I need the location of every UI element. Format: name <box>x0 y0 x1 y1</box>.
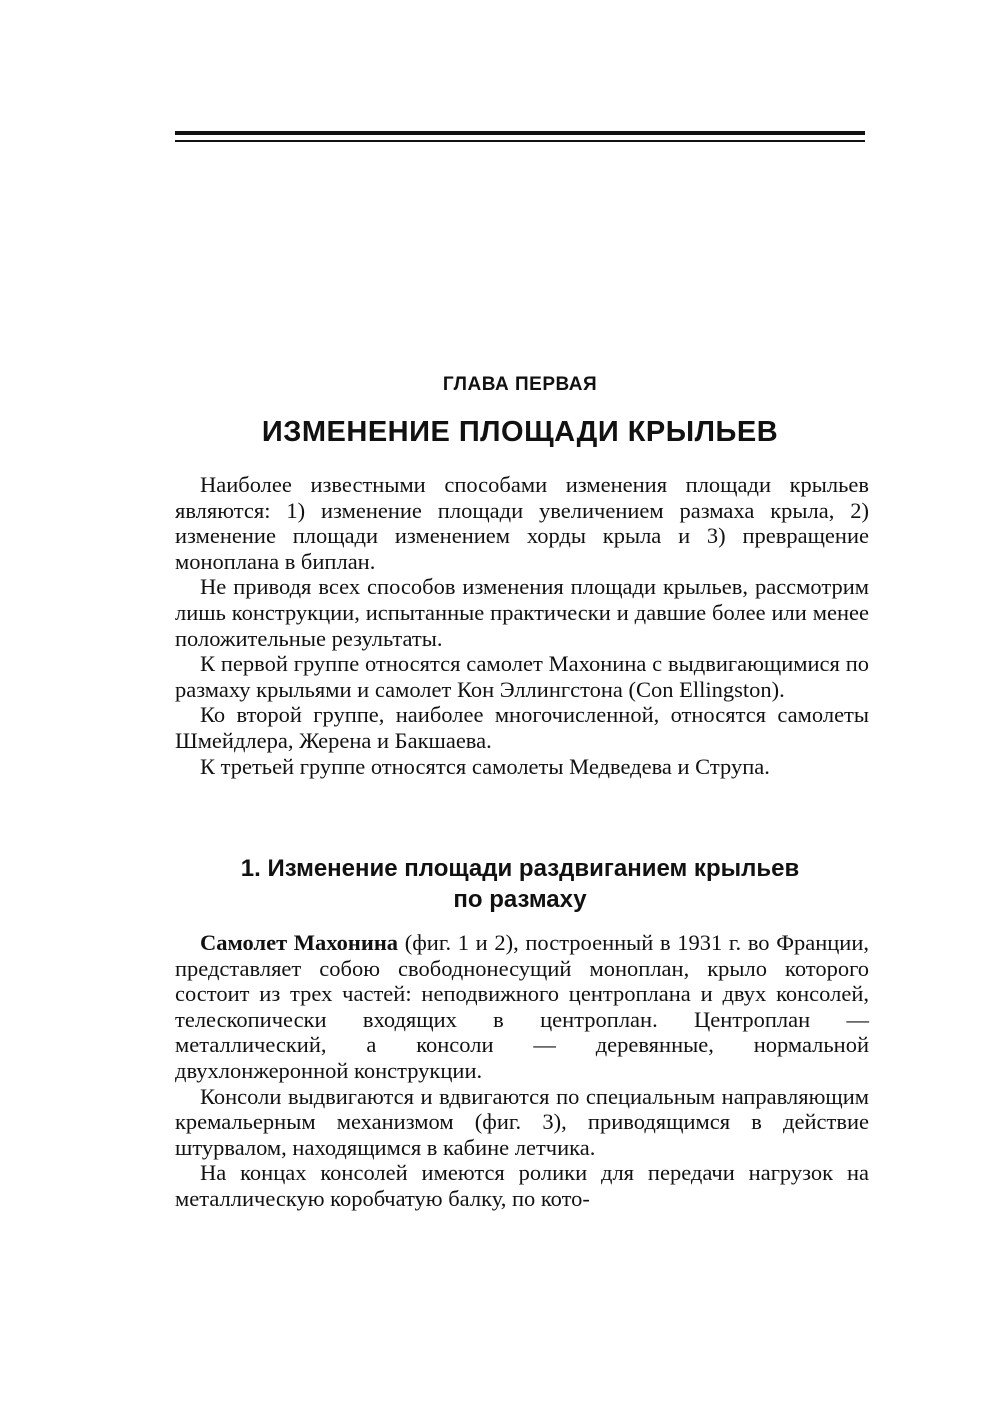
top-rule-thin <box>175 140 865 142</box>
intro-paragraph: К первой группе относятся самолет Махонина с выдвигающимися по размаху крыльями и самолет Кон Эллингстона (Con Ellingston). <box>175 651 869 702</box>
section-paragraph: Консоли выдвигаются и вдвигаются по специальным направляющим кремальерным механизмом (фиг. 3), приводящимся в действие штурвалом, находящимся в кабине летчика. <box>175 1083 869 1160</box>
section-paragraph: На концах консолей имеются ролики для передачи нагрузок на металлическую коробчатую балку, по кото- <box>175 1160 869 1211</box>
top-rule-thick <box>175 131 865 135</box>
intro-paragraph: К третьей группе относятся самолеты Медведева и Струпа. <box>200 753 770 779</box>
section-heading-line2: по размаху <box>453 886 587 913</box>
paragraph-text: (фиг. 1 и 2), построенный в 1931 г. во Франции, представляет собою свободнонесущий моноплан, крыло которого состоит из трех частей: неподвижного центроплана и двух консолей, телескопически входящих в центроплан. Центроплан — металлический, а консоли — деревянные, нормальной двухлонжеронной конструкции. <box>175 930 869 1083</box>
section-paragraph <box>175 930 869 1084</box>
top-rule <box>175 131 865 145</box>
intro-text <box>175 472 869 779</box>
section-heading <box>175 853 865 915</box>
section-text <box>175 930 869 1212</box>
paragraph-lead: Самолет Махонина <box>200 930 399 955</box>
intro-paragraph: Не приводя всех способов изменения площади крыльев, рассмотрим лишь конструкции, испытанные практически и давшие более или менее положительные результаты. <box>175 574 869 651</box>
chapter-title: ИЗМЕНЕНИЕ ПЛОЩАДИ КРЫЛЬЕВ <box>261 416 779 448</box>
intro-paragraph: Наиболее известными способами изменения площади крыльев являются: 1) изменение площади увеличением размаха крыла, 2) изменение площади изменением хорды крыла и 3) превращение моноплана в биплан. <box>175 472 869 574</box>
chapter-label: ГЛАВА ПЕРВАЯ <box>442 374 598 395</box>
intro-paragraph: Ко второй группе, наиболее многочисленной, относятся самолеты Шмейдлера, Жерена и Бакшаева. <box>175 702 869 753</box>
section-heading-line1: 1. Изменение площади раздвиганием крыльев <box>240 855 800 882</box>
